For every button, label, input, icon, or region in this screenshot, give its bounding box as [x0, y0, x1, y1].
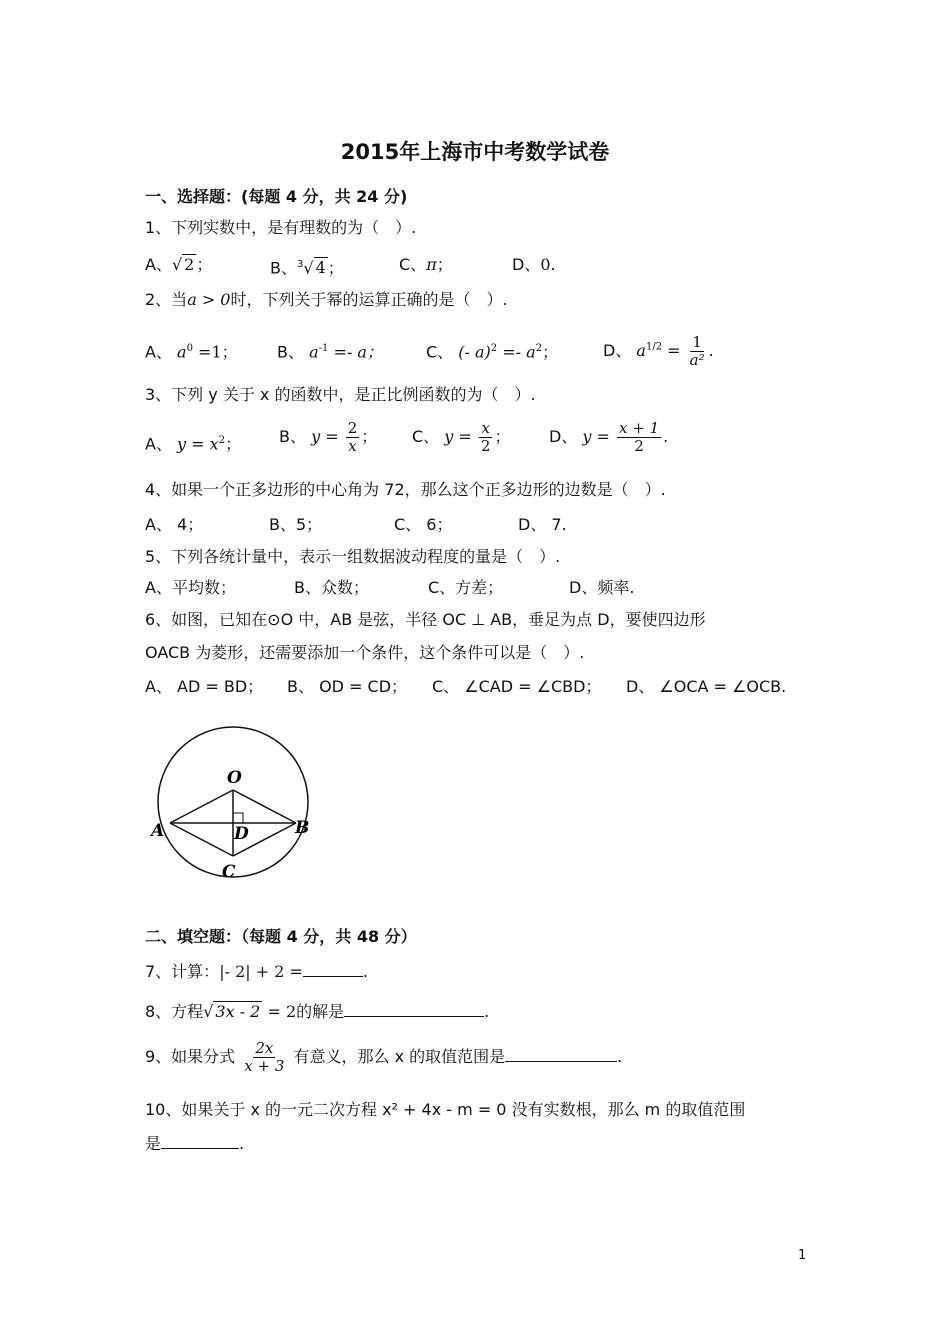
- q2-option-c: C、 (- $a)^2 =- a^2$；: [426, 342, 559, 362]
- question-3-stem: 3、下列 y 关于 x 的函数中，是正比例函数的为（ ）.: [145, 385, 536, 404]
- q6-option-b: B、 OD = CD；: [287, 677, 408, 696]
- q1-option-d: D、0.: [512, 255, 556, 274]
- question-7: 7、计算：|- 2| + 2 = .: [145, 962, 368, 981]
- label-c: C: [222, 862, 236, 882]
- q2-option-a: A、 $a^0 =1$；: [145, 342, 238, 362]
- question-1-options: [145, 254, 845, 280]
- q1-option-b: B、$^3$√ 4 ；: [270, 258, 344, 278]
- question-9: 9、如果分式 $\frac{2x}{x + 3}$ 有意义，那么 x 的取值范围是 .: [145, 1039, 623, 1075]
- q6-option-c: C、 ∠CAD = ∠CBD；: [432, 677, 602, 696]
- q1-option-a: A、√ 2 ；: [145, 255, 213, 274]
- q4-option-c: C、 6；: [394, 515, 453, 534]
- q3-option-a: A、 $y = x^2$；: [145, 434, 242, 454]
- question-2-stem: 2、当a > 0时，下列关于幂的运算正确的是（ ）.: [145, 290, 508, 309]
- label-d: D: [234, 824, 249, 844]
- q4-option-d: D、 7.: [518, 515, 567, 534]
- question-6-stem-line2: OACB 为菱形，还需要添加一个条件，这个条件可以是（ ）.: [145, 643, 585, 662]
- q6-option-d: D、 ∠OCA = ∠OCB.: [626, 677, 787, 696]
- question-6-stem-line1: 6、如图，已知在⊙O 中，AB 是弦，半径 OC ⊥ AB，垂足为点 D，要使四边形: [145, 610, 706, 629]
- q5-option-a: A、平均数；: [145, 578, 236, 597]
- q3-option-c: C、 y = $\frac{x}{2}$ ；: [412, 419, 511, 455]
- question-1-stem: 1、下列实数中，是有理数的为（ ）.: [145, 218, 417, 237]
- q5-option-b: B、众数；: [294, 578, 369, 597]
- circle-rhombus-figure: [150, 712, 340, 902]
- question-5-options: [145, 577, 845, 599]
- question-10-line2: 是 .: [145, 1134, 245, 1153]
- question-6-options: [145, 676, 845, 698]
- question-10-line1: 10、如果关于 x 的一元二次方程 x² + 4x - m = 0 没有实数根，那么 m 的取值范围: [145, 1100, 746, 1119]
- segment-ob: [233, 790, 296, 823]
- section-2-heading: 二、填空题：（每题 4 分，共 48 分）: [145, 927, 417, 946]
- segment-ca: [170, 823, 233, 856]
- page-number: 1: [798, 1248, 807, 1263]
- q5-option-c: C、方差；: [428, 578, 504, 597]
- section-1-heading: 一、选择题：(每题 4 分，共 24 分): [145, 187, 408, 206]
- q4-option-b: B、5；: [269, 515, 323, 534]
- question-3-options: [145, 420, 845, 464]
- q3-option-d: D、 y = $\frac{x + 1}{2}$ .: [549, 419, 669, 455]
- label-b: B: [295, 818, 310, 838]
- question-4-options: [145, 514, 845, 536]
- page-title: 2015年上海市中考数学试卷: [340, 140, 610, 164]
- q2-option-b: B、 $a^{-1} =- a$；: [277, 342, 383, 362]
- q2-d-fraction: $\frac{1}{\text{a²}}$: [689, 333, 705, 369]
- question-8: 8、方程√ 3x - 2 = 2的解是 .: [145, 1002, 490, 1021]
- q2-option-d: D、 $a^{1/2}$ = $\frac{1}{\text{a²}}$ .: [603, 333, 714, 369]
- question-4-stem: 4、如果一个正多边形的中心角为 72，那么这个正多边形的边数是（ ）.: [145, 480, 666, 499]
- q4-option-a: A、 4；: [145, 515, 204, 534]
- q1-option-c: C、π；: [399, 255, 453, 274]
- question-5-stem: 5、下列各统计量中，表示一组数据波动程度的量是（ ）.: [145, 547, 561, 566]
- segment-oa: [170, 790, 233, 823]
- q5-option-d: D、频率.: [569, 578, 635, 597]
- q6-option-a: A、 AD = BD；: [145, 677, 264, 696]
- q3-option-b: B、 y = $\frac{2}{x}$ ；: [279, 419, 378, 455]
- label-o: O: [227, 768, 242, 788]
- right-angle-mark: [233, 813, 243, 823]
- label-a: A: [151, 821, 165, 841]
- question-2-options: [145, 334, 845, 368]
